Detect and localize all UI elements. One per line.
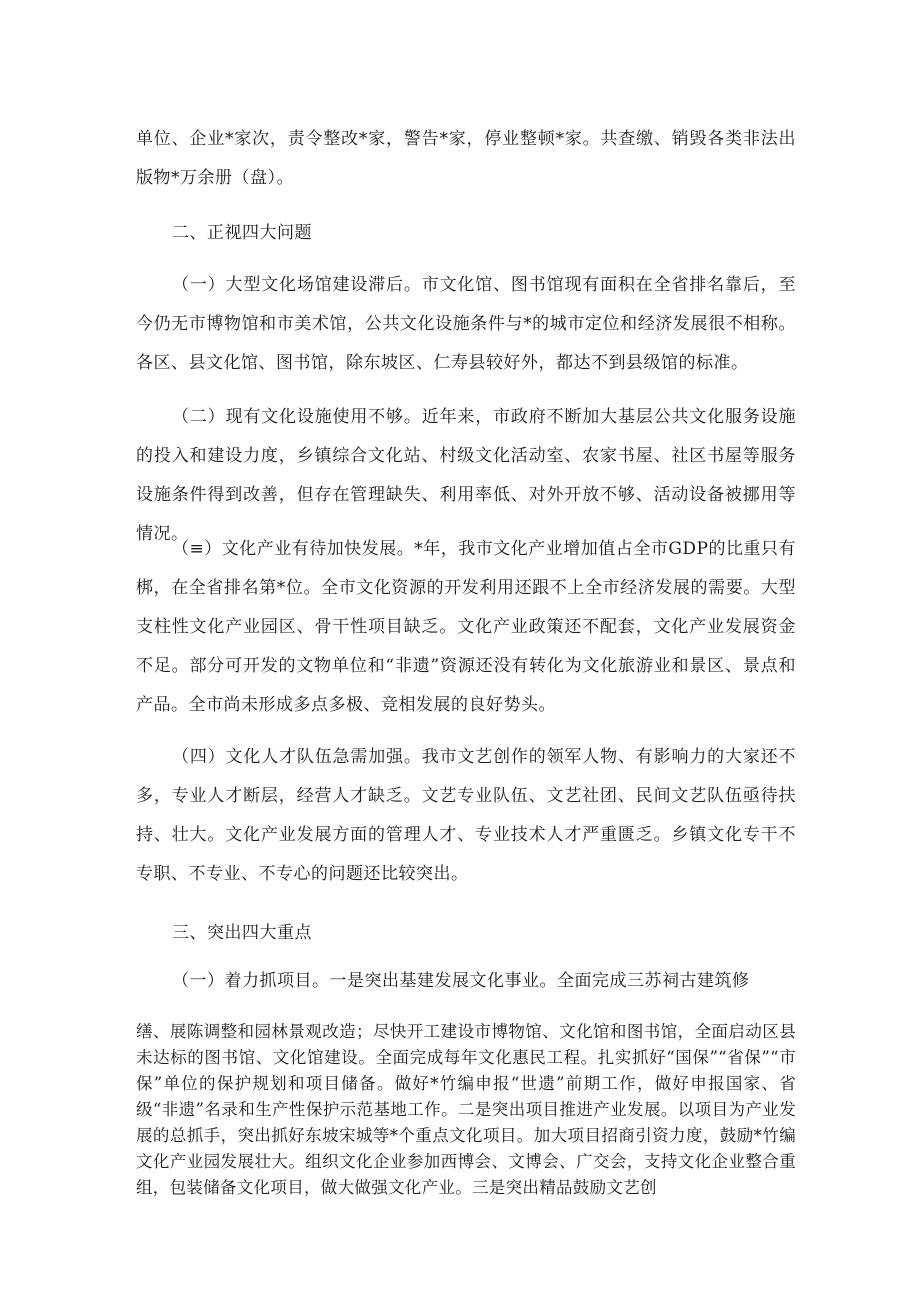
section-3-heading: 三、突出四大重点 bbox=[172, 923, 312, 943]
intro-paragraph: 单位、企业*家次，责令整改*家，警告*家，停业整顿*家。共查缴、销毁各类非法出版物*万余册（盘）。 bbox=[136, 129, 796, 188]
section-2-item-3: （≡）文化产业有待加快发展。*年，我市文化产业增加值占全市GDP的比重只有梆，在全省排名第*位。全市文化资源的开发利用还跟不上全市经济发展的需要。大型支柱性文化产业园区、骨干性项目缺乏。文化产业政策还不配套，文化产业发展资金不足。部分可开发的文物单位和“非遗”资源还没有转化为文化旅游业和景区、景点和产品。全市尚未形成多点多极、竞相发展的良好势头。 bbox=[136, 539, 796, 715]
section-3-item-1-continued: 缮、展陈调整和园林景观改造；尽快开工建设市博物馆、文化馆和图书馆，全面启动区县未达标的图书馆、文化馆建设。全面完成每年文化惠民工程。扎实抓好“国保”“省保”“市保”单位的保护规划和项目储备。做好*竹编申报“世遗”前期工作，做好申报国家、省级“非遗”名录和生产性保护示范基地工作。二是突出项目推进产业发展。以项目为产业发展的总抓手，突出抓好东坡宋城等*个重点文化项目。加大项目招商引资力度，鼓励*竹编文化产业园发展壮大。组织文化企业参加西博会、文博会、广交会，支持文化企业整合重组，包装储备文化项目，做大做强文化产业。三是突出精品鼓励文艺创 bbox=[136, 1022, 796, 1197]
section-2-heading: 二、正视四大问题 bbox=[172, 223, 312, 243]
section-2-item-1: （一）大型文化场馆建设滞后。市文化馆、图书馆现有面积在全省排名靠后，至今仍无市博物馆和市美术馆，公共文化设施条件与*的城市定位和经济发展很不相称。各区、县文化馆、图书馆，除东坡区、仁寿县较好外，都达不到县级馆的标准。 bbox=[136, 275, 796, 373]
section-2-item-2: （二）现有文化设施使用不够。近年来，市政府不断加大基层公共文化服务设施的投入和建设力度，乡镇综合文化站、村级文化活动室、农家书屋、社区书屋等服务设施条件得到改善，但存在管理缺失、利用率低、对外开放不够、活动设备被挪用等情况。 bbox=[136, 407, 796, 544]
section-3-item-1-first-line: （一）着力抓项目。一是突出基建发展文化事业。全面完成三苏祠古建筑修 bbox=[172, 971, 750, 991]
section-2-item-4: （四）文化人才队伍急需加强。我市文艺创作的领军人物、有影响力的大家还不多，专业人才断层，经营人才缺乏。文艺专业队伍、文艺社团、民间文艺队伍亟待扶持、壮大。文化产业发展方面的管理人才、专业技术人才严重匮乏。乡镇文化专干不专职、不专业、不专心的问题还比较突出。 bbox=[136, 747, 796, 884]
